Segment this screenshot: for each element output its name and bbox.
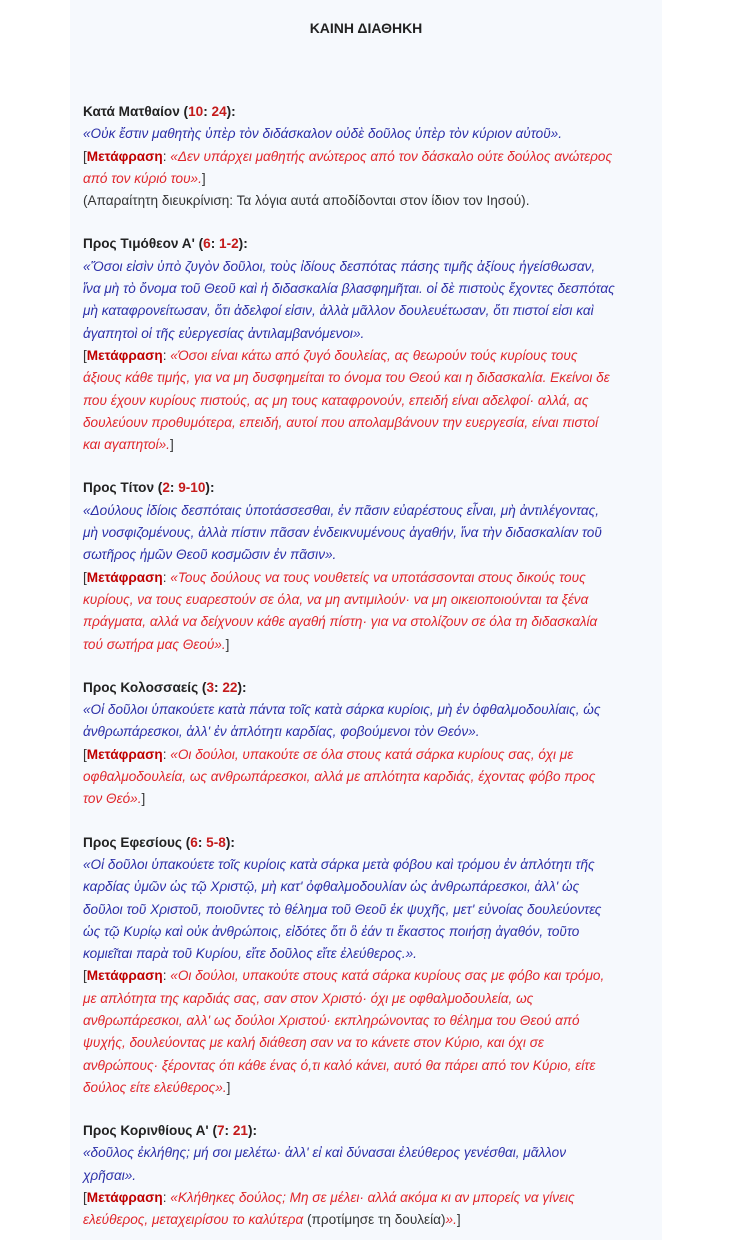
book-name: Προς Κολοσσαείς [83, 679, 199, 695]
translation-line [83, 766, 668, 788]
label-colon: : [162, 1190, 171, 1206]
translation-line [83, 1032, 668, 1054]
translation-line [83, 345, 668, 367]
translation-line [83, 611, 668, 633]
translation-text: ανθρωπάρεσκοι, αλλ' ως δούλοι Χριστού· εκπληρώνοντας το θέλημα του Θεού από [83, 1012, 580, 1028]
scripture-section [83, 233, 668, 456]
translation-text: ψυχής, δουλεύοντας με καλή διάθεση σαν να το κάνετε στον Κύριο, και όχι σε [83, 1035, 544, 1051]
translation-text: «Οι δούλοι, υπακούτε στους κατά σάρκα κυρίους σας με φόβο και τρόμο, [170, 968, 605, 984]
translation-label: Μετάφραση [86, 968, 163, 984]
book-name: Κατά Ματθαίον [83, 104, 180, 119]
paren-open: ( [208, 1123, 217, 1139]
original-text-line: δοῦλοι τοῦ Χριστοῦ, ποιοῦντες τὸ θέλημα τοῦ Θεοῦ ἐκ ψυχῆς, μετ' εὐνοίας δουλεύοντες [83, 901, 602, 917]
original-text-line: «Ὅσοι εἰσὶν ὑπὸ ζυγὸν δοῦλοι, τοὺς ἰδίους δεσπότας πάσης τιμῆς ἀξίους ἡγείσθωσαν, [83, 258, 596, 274]
paren-close: ): [205, 480, 215, 496]
section-heading [83, 832, 668, 854]
paren-open: ( [198, 679, 207, 695]
original-text-line: «Δούλους ἰδίοις δεσπόταις ὑποτάσσεσθαι, ἐν πᾶσιν εὐαρέστους εἶναι, μὴ ἀντιλέγοντας, [83, 502, 600, 518]
translation-text: που έχουν κυρίους πιστούς, ας μη τους καταφρονούν, επειδή είναι αδελφοί· αλλά, ας [83, 392, 589, 408]
original-text-line: χρῆσαι». [83, 1167, 137, 1183]
verse-range: 5-8 [206, 834, 226, 850]
label-colon: : [162, 148, 171, 164]
translation-text: τον Θεό». [83, 791, 142, 807]
paren-close: ): [247, 1123, 258, 1139]
original-text-line: κομιεῖται παρὰ τοῦ Κυρίου, εἴτε δοῦλος εἴτε ἐλεύθερος.». [83, 946, 417, 962]
translation-line [83, 1055, 668, 1077]
bracket-open: [ [83, 148, 87, 164]
bracket-close: ] [226, 1079, 231, 1095]
translation-line [83, 788, 668, 810]
original-text-line: μὴ νοσφιζομένους, ἀλλὰ πίστιν πᾶσαν ἐνδεικνυμένους ἀγαθήν, ἵνα τὴν διδασκαλίαν τοῦ [83, 525, 602, 541]
translation-label: Μετάφραση [86, 746, 163, 762]
original-text-line: σωτῆρος ἡμῶν Θεοῦ κοσμῶσιν ἐν πᾶσιν». [83, 547, 337, 563]
paren-close: ): [237, 679, 247, 695]
verse-range: 1-2 [219, 236, 239, 252]
bracket-close: ] [169, 437, 174, 453]
verse-range: 21 [232, 1123, 248, 1139]
translation-text: «Κλήθηκες δούλος; Μη σε μέλει· αλλά ακόμα κι αν μπορείς να γίνεις [170, 1190, 575, 1206]
paren-close: ): [238, 236, 248, 252]
ref-separator: : [197, 834, 207, 850]
ref-separator: : [214, 679, 223, 695]
translation-text: ελεύθερος, μεταχειρίσου το καλύτερα [83, 1212, 304, 1228]
translation-line [83, 434, 668, 456]
translation-line [83, 634, 668, 656]
chapter-number: 6 [190, 834, 198, 850]
original-text-line: καρδίας ὑμῶν ὡς τῷ Χριστῷ, μὴ κατ' ὀφθαλμοδουλίαν ὡς ἀνθρωπάρεσκοι, ἀλλ' ὡς [83, 879, 580, 895]
translation-text: πράγματα, αλλά να δείχνουν κάθε αγαθή πίστη· για να στολίζουν σε όλα τη διδασκαλία [83, 614, 598, 630]
section-heading [83, 233, 668, 255]
translation-label: Μετάφραση [86, 347, 163, 363]
translation-text: ανθρώπους· ξέροντας ότι κάθε ένας ό,τι καλό κάνει, αυτό θα πάρει από τον Κύριο, είτε [83, 1057, 596, 1073]
paren-open: ( [179, 104, 189, 119]
bracket-open: [ [83, 746, 87, 762]
book-name: Προς Εφεσίους [83, 834, 182, 850]
original-text-line: «δοῦλος ἐκλήθης; μή σοι μελέτω· ἀλλ' εἰ καὶ δύνασαι ἐλεύθερος γενέσθαι, μᾶλλον [83, 1145, 567, 1161]
original-text-line: μὴ καταφρονείτωσαν, ὅτι ἀδελφοί εἰσιν, ἀλλὰ μᾶλλον δουλευέτωσαν, ὅτι πιστοί εἰσι καὶ [83, 303, 594, 319]
scripture-section [83, 101, 668, 212]
clarification-note: (Απαραίτητη διευκρίνιση: Τα λόγια αυτά αποδίδονται στον ίδιον τον Ιησού). [83, 193, 530, 209]
original-text-line: ὡς τῷ Κυρίῳ καὶ οὐκ ἀνθρώποις, εἰδότες ὅτι ὃ ἐάν τι ἕκαστος ποιήσῃ ἀγαθόν, τοῦτο [83, 923, 580, 939]
chapter-number: 7 [216, 1123, 225, 1139]
translation-text: και αγαπητοί». [83, 437, 170, 453]
verse-range: 24 [211, 104, 227, 119]
content [83, 101, 668, 1253]
section-heading [83, 677, 668, 699]
book-name: Προς Κορινθίους Α' [83, 1123, 209, 1139]
translation-line [83, 412, 668, 434]
translation-label: Μετάφραση [86, 148, 163, 164]
translation-line [83, 567, 668, 589]
bracket-close: ] [201, 170, 206, 186]
paren-close: ): [225, 834, 235, 850]
translation-text: τού σωτήρα μας Θεού». [83, 636, 226, 652]
translation-close: ». [445, 1212, 457, 1228]
document-panel [70, 0, 662, 1240]
label-colon: : [162, 569, 171, 585]
bracket-open: [ [83, 968, 87, 984]
translation-text: «Τους δούλους να τους νουθετείς να υποτάσσονται στους δικούς τους [170, 569, 586, 585]
translation-text: από τον κύριό του». [83, 170, 202, 186]
paren-open: ( [181, 834, 191, 850]
translation-line [83, 1010, 668, 1032]
book-name: Προς Τιμόθεον Α' [83, 236, 195, 252]
translation-label: Μετάφραση [86, 569, 163, 585]
bracket-open: [ [83, 1190, 87, 1206]
section-heading [83, 101, 668, 123]
translation-text: δούλος είτε ελεύθερος». [83, 1079, 227, 1095]
translation-text: «Όσοι είναι κάτω από ζυγό δουλείας, ας θεωρούν τούς κυρίους τους [170, 347, 578, 363]
scripture-section [83, 677, 668, 811]
section-heading [83, 1120, 668, 1142]
scripture-section [83, 1120, 668, 1231]
ref-separator: : [210, 236, 220, 252]
chapter-number: 2 [162, 480, 170, 496]
translation-aside: (προτίμησε τη δουλεία) [303, 1212, 446, 1228]
original-text-line: ἀγαπητοὶ οἱ τῆς εὐεργεσίας ἀντιλαμβανόμενοι». [83, 325, 365, 341]
translation-line [83, 367, 668, 389]
bracket-open: [ [83, 347, 87, 363]
paren-open: ( [194, 236, 204, 252]
translation-text: άξιους κάθε τιμής, για να μη δυσφημείται το όνομα του Θεού και η διδασκαλία. Εκείνοι δε [83, 370, 610, 386]
translation-line [83, 390, 668, 412]
ref-separator: : [203, 104, 212, 119]
translation-text: οφθαλμοδουλεία, ως ανθρωπάρεσκοι, αλλά με απλότητα καρδιάς, έχοντας φόβο προς [83, 769, 596, 785]
translation-text: δουλεύουν προθυμότερα, επειδή, αυτοί που απολαμβάνουν την ευεργεσία, είναι πιστοί [83, 414, 599, 430]
translation-line [83, 965, 668, 987]
translation-line [83, 146, 668, 168]
translation-line [83, 1209, 668, 1231]
original-text-line: «Οἱ δοῦλοι ὑπακούετε κατὰ πάντα τοῖς κατὰ σάρκα κυρίοις, μὴ ἐν ὀφθαλμοδουλίαις, ὡς [83, 702, 601, 718]
paren-open: ( [154, 480, 163, 496]
translation-text: «Οι δούλοι, υπακούτε σε όλα στους κατά σάρκα κυρίους σας, όχι με [170, 746, 574, 762]
book-name: Προς Τίτον [83, 480, 155, 496]
translation-text: με απλότητα της καρδιάς σας, σαν στον Χριστό· όχι με οφθαλμοδουλεία, ως [83, 990, 534, 1006]
translation-text: «Δεν υπάρχει μαθητής ανώτερος από τον δάσκαλο ούτε δούλος ανώτερος [170, 148, 613, 164]
label-colon: : [162, 347, 171, 363]
original-text-line: «Οὐκ ἔστιν μαθητὴς ὑπὲρ τὸν διδάσκαλον οὐδὲ δοῦλος ὑπὲρ τὸν κύριον αὐτοῦ». [83, 126, 563, 142]
verse-range: 22 [222, 679, 238, 695]
paren-close: ): [226, 104, 236, 119]
scripture-section [83, 477, 668, 655]
translation-label: Μετάφραση [86, 1190, 163, 1206]
translation-line [83, 589, 668, 611]
scripture-section [83, 832, 668, 1100]
translation-text: κυρίους, να τους ευαρεστούν σε όλα, να μη αντιμιλούν· να μη οικειοποιούνται τα ξένα [83, 591, 589, 607]
chapter-number: 10 [188, 104, 204, 119]
original-text-line: ἵνα μὴ τὸ ὄνομα τοῦ Θεοῦ καὶ ἡ διδασκαλία βλασφημῆται. οἱ δὲ πιστοὺς ἔχοντες δεσπότας [83, 281, 615, 297]
translation-line [83, 1077, 668, 1099]
ref-separator: : [169, 480, 179, 496]
ref-separator: : [224, 1123, 233, 1139]
translation-line [83, 168, 668, 190]
page-title: ΚΑΙΝΗ ΔΙΑΘΗΚΗ [309, 20, 423, 36]
chapter-number: 6 [203, 236, 211, 252]
original-text-line: «Οἱ δοῦλοι ὑπακούετε τοῖς κυρίοις κατὰ σάρκα μετὰ φόβου καὶ τρόμου ἐν ἁπλότητι τῆς [83, 856, 595, 872]
original-text-line: ἀνθρωπάρεσκοι, ἀλλ' ἐν ἁπλότητι καρδίας, φοβούμενοι τὸν Θεόν». [83, 724, 480, 740]
translation-line [83, 988, 668, 1010]
chapter-number: 3 [206, 679, 215, 695]
translation-line [83, 744, 668, 766]
section-heading [83, 477, 668, 499]
bracket-open: [ [83, 569, 87, 585]
verse-range: 9-10 [178, 480, 206, 496]
bracket-close: ] [225, 636, 230, 652]
bracket-close: ] [141, 791, 146, 807]
bracket-close: ] [456, 1212, 461, 1228]
translation-line [83, 1187, 668, 1209]
label-colon: : [162, 746, 171, 762]
label-colon: : [162, 968, 171, 984]
